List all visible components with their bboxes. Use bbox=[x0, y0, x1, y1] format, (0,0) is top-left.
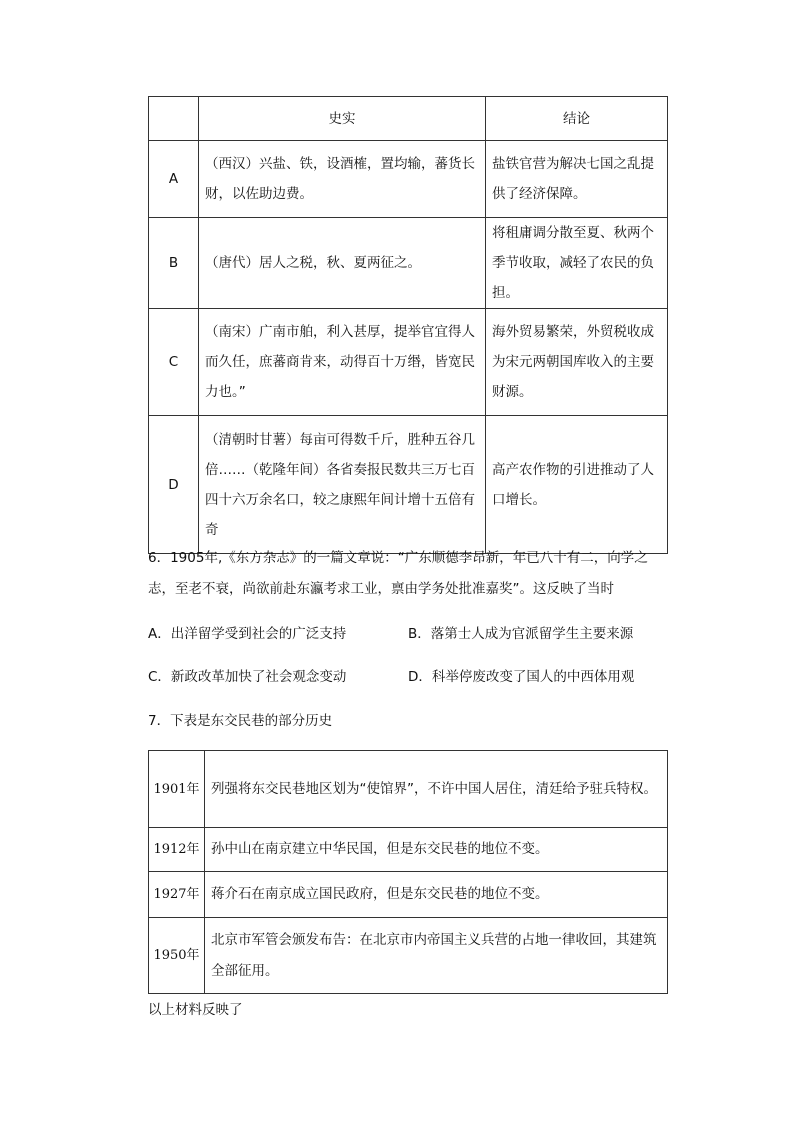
event-cell: 蒋介石在南京成立国民政府，但是东交民巷的地位不变。 bbox=[205, 872, 668, 918]
history-facts-table bbox=[148, 96, 668, 554]
conclusion-cell: 海外贸易繁荣，外贸税收成为宋元两朝国库收入的主要财源。 bbox=[486, 309, 668, 416]
year-cell: 1912年 bbox=[149, 828, 205, 872]
year-cell: 1950年 bbox=[149, 918, 205, 994]
header-cell-conclusion: 结论 bbox=[486, 97, 668, 141]
fact-cell: （清朝时甘薯）每亩可得数千斤，胜种五谷几倍……（乾隆年间）各省奏报民数共三万七百四十六万余名口，较之康熙年间计增十五倍有奇 bbox=[199, 416, 486, 554]
event-cell: 孙中山在南京建立中华民国，但是东交民巷的地位不变。 bbox=[205, 828, 668, 872]
question-6-option-c[interactable]: C．新政改革加快了社会观念变动 bbox=[148, 669, 347, 685]
row-label: B bbox=[149, 218, 199, 309]
year-cell: 1927年 bbox=[149, 872, 205, 918]
conclusion-cell: 盐铁官营为解决七国之乱提供了经济保障。 bbox=[486, 141, 668, 218]
table-row bbox=[149, 872, 668, 918]
conclusion-cell: 将租庸调分散至夏、秋两个季节收取，减轻了农民的负担。 bbox=[486, 218, 668, 309]
question-7-prompt: 以上材料反映了 bbox=[148, 1002, 243, 1018]
question-6-option-a[interactable]: A．出洋留学受到社会的广泛支持 bbox=[148, 626, 347, 642]
table-row bbox=[149, 828, 668, 872]
dongjiaominxiang-history-table bbox=[148, 750, 668, 994]
table-row bbox=[149, 141, 668, 218]
table-row bbox=[149, 309, 668, 416]
question-6-option-b[interactable]: B．落第士人成为官派留学生主要来源 bbox=[408, 626, 634, 642]
event-cell: 北京市军管会颁发布告：在北京市内帝国主义兵营的占地一律收回，其建筑全部征用。 bbox=[205, 918, 668, 994]
fact-cell: （唐代）居人之税，秋、夏两征之。 bbox=[199, 218, 486, 309]
event-cell: 列强将东交民巷地区划为“使馆界”，不许中国人居住，清廷给予驻兵特权。 bbox=[205, 751, 668, 828]
year-cell: 1901年 bbox=[149, 751, 205, 828]
table-row bbox=[149, 751, 668, 828]
table-header-row bbox=[149, 97, 668, 141]
header-cell-fact: 史实 bbox=[199, 97, 486, 141]
header-cell-empty bbox=[149, 97, 199, 141]
row-label: D bbox=[149, 416, 199, 554]
fact-cell: （南宋）广南市舶，利入甚厚，提举官宜得人而久任，庶蕃商肯来，动得百十万缗，皆宽民力也。” bbox=[199, 309, 486, 416]
conclusion-cell: 高产农作物的引进推动了人口增长。 bbox=[486, 416, 668, 554]
table-row bbox=[149, 918, 668, 994]
table-row bbox=[149, 416, 668, 554]
question-7-stem: 7．下表是东交民巷的部分历史 bbox=[148, 713, 333, 729]
question-6-stem: 6．1905年,《东方杂志》的一篇文章说：“广东顺德李昂新，年已八十有二，向学之志，至老不衰，尚欲前赴东瀛考求工业，禀由学务处批准嘉奖”。这反映了当时 bbox=[148, 550, 648, 597]
fact-cell: （西汉）兴盐、铁，设酒榷，置均输，蕃货长财，以佐助边费。 bbox=[199, 141, 486, 218]
question-6-option-d[interactable]: D．科举停废改变了国人的中西体用观 bbox=[408, 669, 635, 685]
row-label: C bbox=[149, 309, 199, 416]
row-label: A bbox=[149, 141, 199, 218]
table-row bbox=[149, 218, 668, 309]
